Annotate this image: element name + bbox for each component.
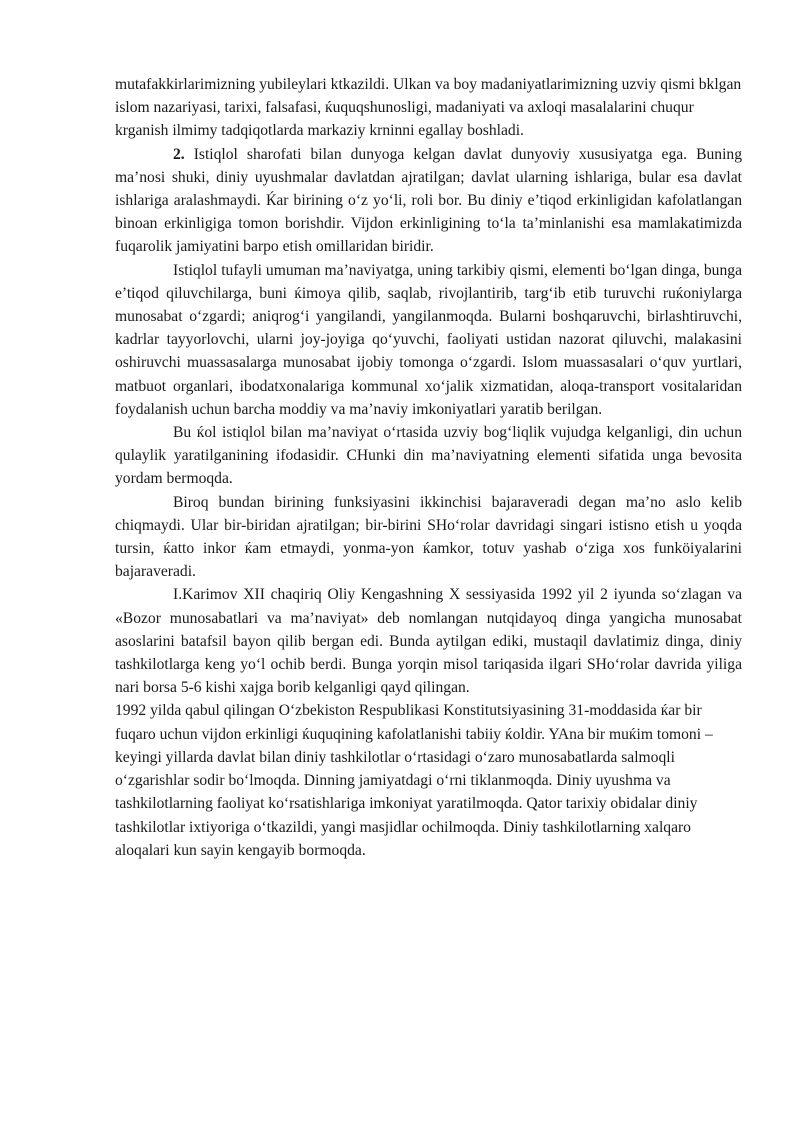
paragraph-1992: 1992 yilda qabul qilingan O‘zbekiston Respublikasi Konstitutsiyasining 31-moddasida ќar bir fuqaro uchun vijdon erkinligi ќuquqining kafolatlanishi tabiiy ќoldir. YAna bir muќim tomoni – keyingi yillarda davlat bilan diniy tashkilotlar o‘rtasidagi o‘zaro munosabatlarda salmoqli o‘zgarishlar sodir bo‘lmoqda. Dinning jamiyatdagi o‘rni tiklanmoqda. Diniy uyushma va tashkilotlarning faoliyat ko‘rsatishlariga imkoniyat yaratilmoqda. Qator tarixiy obidalar diniy tashkilotlar ixtiyoriga o‘tkazildi, yangi masjidlar ochilmoqda. Diniy tashkilotlarning xalqaro aloqalari kun sayin kengayib bormoqda. bbox=[115, 702, 713, 859]
paragraph-karimov: I.Karimov XII chaqiriq Oliy Kengashning X sessiyasida 1992 yil 2 iyunda so‘zlagan va «Bozor munosabatlari va ma’naviyat» deb nomlangan nutqidayoq dinga yangicha munosabat asoslarini batafsil bayon qilib bergan edi. Bunda aytilgan ediki, mustaqil davlatimiz dinga, diniy tashkilotlarga keng yo‘l ochib berdi. Bunga yorqin misol tariqasida ilgari SHo‘rolar davrida yiliga nari borsa 5-6 kishi xajga borib kelganligi qayd qilingan. bbox=[115, 586, 742, 697]
paragraph-text: Istiqlol sharofati bilan dunyoga kelgan davlat dunyoviy xususiyatga ega. Buning ma’nosi shuki, diniy uyushmalar davlatdan ajratilgan; davlat ularning ishlariga, bular esa davlat ishlariga aralashmaydi. Ќar birining o‘z yo‘li, roli bor. Bu diniy e’tiqod erkinligidan kafolatlangan binoan erkinligiga tomon borishdir. Vijdon erkinligining to‘la ta’minlanishi esa mamlakatimizda fuqarolik jamiyatini barpo etish omillaridan biridir. bbox=[115, 145, 742, 256]
paragraph-bu-kol: Bu ќol istiqlol bilan ma’naviyat o‘rtasida uzviy bog‘liqlik vujudga kelganligi, din uchun qulaylik yaratilganining ifodasidir. CHunki din ma’naviyatning elementi sifatida unga bevosita yordam bermoqda. bbox=[115, 424, 742, 488]
paragraph-numbered-2 bbox=[115, 143, 742, 259]
paragraph-istiqlol: Istiqlol tufayli umuman ma’naviyatga, uning tarkibiy qismi, elementi bo‘lgan dinga, bunga e’tiqod qiluvchilarga, buni ќimoya qilib, saqlab, rivojlantirib, targ‘ib etib turuvchi ruќoniylarga munosabat o‘zgardi; aniqrog‘i yangilandi, yangilanmoqda. Bularni boshqaruvchi, birlashtiruvchi, kadrlar tayyorlovchi, ularni joy-joyiga qo‘yuvchi, faoliyati ustidan nazorat qiluvchi, malakasini oshiruvchi muassasalarga munosabat ijobiy tomonga o‘zgardi. Islom muassasalari o‘quv yurtlari, matbuot organlari, ibodatxonalariga kommunal xo‘jalik xizmatidan, aloqa-transport vositalaridan foydalanish uchun barcha moddiy va ma’naviy imkoniyatlari yaratib berilgan. bbox=[115, 261, 742, 418]
paragraph-number: 2. bbox=[173, 145, 185, 163]
document-page bbox=[115, 73, 742, 862]
paragraph-biroq: Biroq bundan birining funksiyasini ikkinchisi bajaraveradi degan ma’no aslo kelib chiqmaydi. Ular bir-biridan ajratilgan; bir-birini SHo‘rolar davridagi singari istisno etish u yoqda tursin, ќatto inkor ќam etmaydi, yonma-yon ќamkor, totuv yashab o‘ziga xos funköiyalarini bajaraveradi. bbox=[115, 493, 742, 581]
paragraph-intro: mutafakkirlarimizning yubileylari ktkazildi. Ulkan va boy madaniyatlarimizning uzviy qismi bklgan islom nazariyasi, tarixi, falsafasi, ќuquqshunosligi, madaniyati va axloqi masalalarini chuqur krganish ilmimy tadqiqotlarda markaziy krninni egallay boshladi. bbox=[115, 76, 742, 140]
